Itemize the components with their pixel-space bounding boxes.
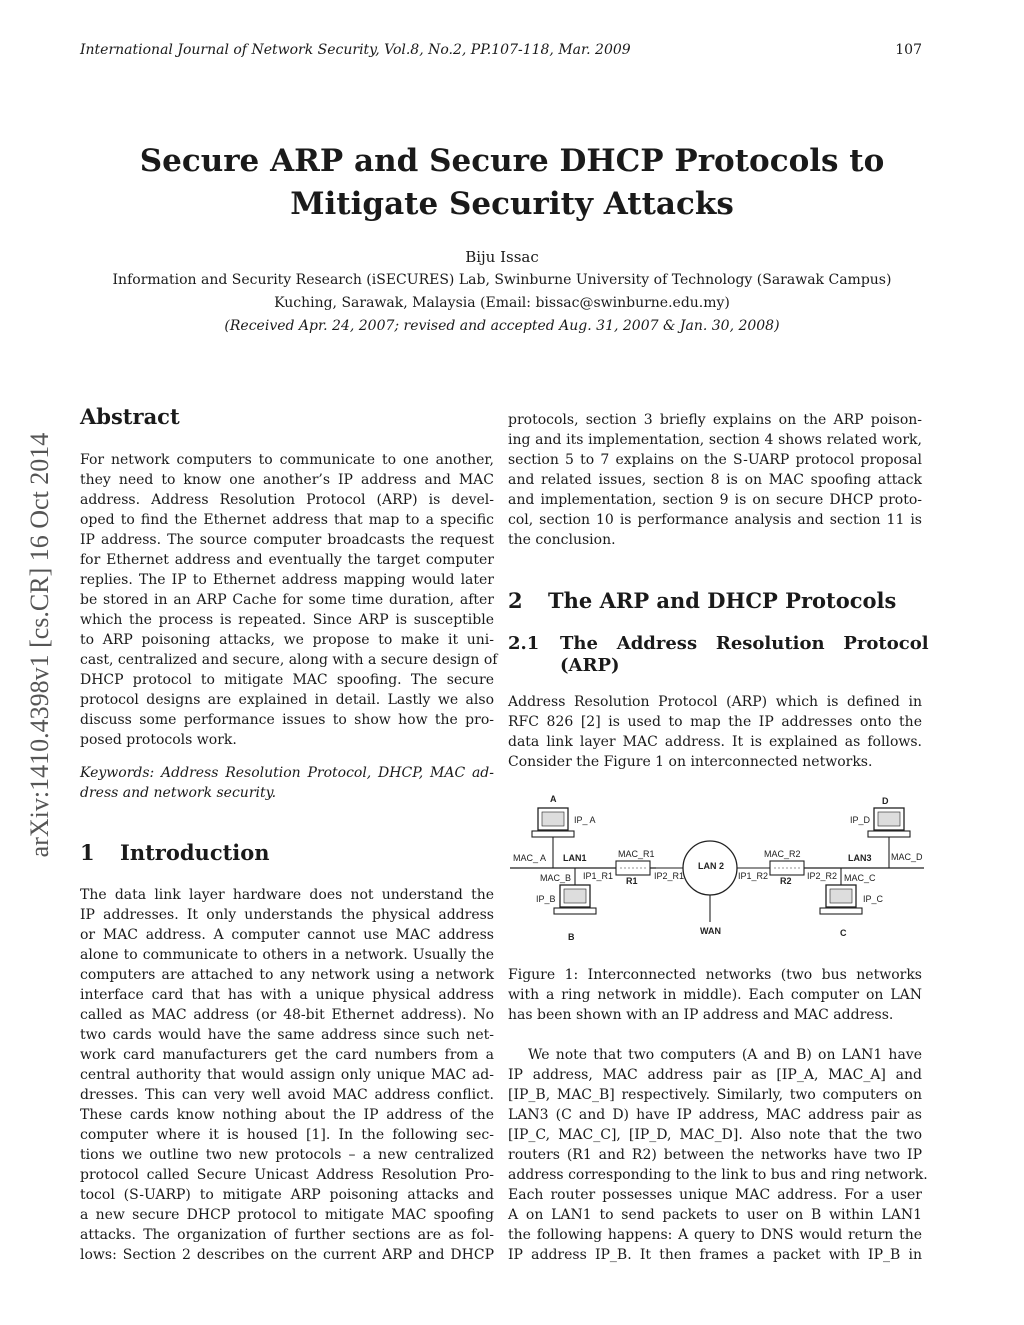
text-line: computer where it is housed [1]. In the following sec- — [80, 1127, 494, 1143]
section-2-heading — [508, 588, 896, 613]
text-line: oped to find the Ethernet address that map to a specific — [80, 512, 494, 528]
label-ip2-r1: IP2_R1 — [654, 871, 685, 881]
text-line: Address Resolution Protocol (ARP) which is defined in — [508, 694, 922, 710]
text-line: For network computers to communicate to one another, — [80, 452, 494, 468]
label-ip-c: IP_C — [863, 894, 884, 904]
paper-title — [60, 140, 964, 226]
section-title: Introduction — [120, 840, 270, 865]
text-line: protocol called Secure Unicast Address Resolution Pro- — [80, 1167, 494, 1183]
text-line: computers are attached to any network using a network — [80, 967, 494, 983]
affiliation-line-2: Kuching, Sarawak, Malaysia (Email: bissac@swinburne.edu.my) — [274, 295, 730, 311]
intro-continuation — [508, 410, 922, 550]
label-mac-a: MAC_ A — [513, 853, 547, 863]
label-ip1-r1: IP1_R1 — [583, 871, 614, 881]
text-line: IP address IP_B. It then frames a packet with IP_B in — [508, 1247, 922, 1263]
page-number: 107 — [895, 42, 922, 58]
text-line: Each router possesses unique MAC address. For a user — [508, 1187, 922, 1203]
computer-b-icon — [554, 885, 596, 914]
text-line: A on LAN1 to send packets to user on B within LAN1 — [508, 1207, 922, 1223]
figure-1-caption — [508, 965, 922, 1025]
text-line: We note that two computers (A and B) on LAN1 have — [528, 1047, 922, 1063]
received-dates: (Received Apr. 24, 2007; revised and accepted Aug. 31, 2007 & Jan. 30, 2008) — [224, 318, 780, 334]
label-mac-c: MAC_C — [844, 873, 876, 883]
text-line: the following happens: A query to DNS would return the — [508, 1227, 922, 1243]
text-line: DHCP protocol to mitigate MAC spoofing. The secure — [80, 672, 494, 688]
text-line: [IP_C, MAC_C], [IP_D, MAC_D]. Also note that the two — [508, 1127, 922, 1143]
label-lan3: LAN3 — [848, 853, 872, 863]
text-line: protocol designs are explained in detail. Lastly we also — [80, 692, 494, 708]
text-line: replies. The IP to Ethernet address mapping would later — [80, 572, 494, 588]
text-line: called as MAC address (or 48-bit Ethernet address). No — [80, 1007, 494, 1023]
text-line: lows: Section 2 describes on the current ARP and DHCP — [80, 1247, 494, 1263]
subsection-title — [560, 633, 929, 677]
text-line: The data link layer hardware does not understand the — [80, 887, 494, 903]
label-mac-r2: MAC_R2 — [764, 849, 801, 859]
label-mac-d: MAC_D — [891, 852, 923, 862]
label-r2: R2 — [780, 876, 792, 886]
text-line: IP address. The source computer broadcasts the request — [80, 532, 494, 548]
text-line: which the process is repeated. Since ARP is susceptible — [80, 612, 494, 628]
label-ip-b: IP_B — [536, 894, 556, 904]
caption-line: has been shown with an IP address and MAC address. — [508, 1007, 894, 1023]
keywords-line: dress and network security. — [80, 785, 277, 801]
label-ip2-r2: IP2_R2 — [807, 871, 838, 881]
subsection-2-1-heading — [508, 633, 929, 677]
text-line: routers (R1 and R2) between the networks have two IP — [508, 1147, 922, 1163]
text-line: IP addresses. It only understands the physical address — [80, 907, 494, 923]
label-ip-a: IP_ A — [574, 815, 596, 825]
title-line-2: Mitigate Security Attacks — [290, 186, 734, 222]
after-figure-paragraph — [508, 1045, 928, 1265]
label-lan1: LAN1 — [563, 853, 587, 863]
text-line: ing and its implementation, section 4 shows related work, — [508, 432, 922, 448]
text-line: section 5 to 7 explains on the S-UARP protocol proposal — [508, 452, 922, 468]
section-1-heading — [80, 840, 270, 865]
caption-line: Figure 1: Interconnected networks (two bus networks — [508, 967, 922, 983]
text-line: discuss some performance issues to show how the pro- — [80, 712, 494, 728]
label-c: C — [840, 928, 847, 938]
section-number: 2 — [508, 588, 523, 613]
figure-1-network-diagram — [508, 790, 928, 950]
author: Biju Issac — [465, 248, 539, 266]
text-line: address. Address Resolution Protocol (ARP) is devel- — [80, 492, 494, 508]
text-line: posed protocols work. — [80, 732, 237, 748]
text-line: and implementation, section 9 is on secure DHCP proto- — [508, 492, 922, 508]
text-line: These cards know nothing about the IP address of the — [80, 1107, 494, 1123]
text-line: for Ethernet address and eventually the target computer — [80, 552, 494, 568]
text-line: RFC 826 [2] is used to map the IP addresses onto the — [508, 714, 922, 730]
keywords — [80, 763, 494, 803]
text-line: [IP_B, MAC_B] respectively. Similarly, two computers on — [508, 1087, 922, 1103]
label-lan2: LAN 2 — [698, 861, 725, 871]
text-line: interface card that has with a unique physical address — [80, 987, 494, 1003]
abstract-body — [80, 450, 498, 750]
text-line: tions we outline two new protocols – a new centralized — [80, 1147, 494, 1163]
keywords-line: Keywords: Address Resolution Protocol, DHCP, MAC ad- — [80, 765, 494, 781]
section-title: The ARP and DHCP Protocols — [548, 588, 897, 613]
text-line: cast, centralized and secure, along with a secure design of — [80, 652, 498, 668]
label-ip1-r2: IP1_R2 — [738, 871, 769, 881]
computer-a-icon — [532, 808, 574, 837]
text-line: the conclusion. — [508, 532, 616, 548]
text-line: col, section 10 is performance analysis and section 11 is — [508, 512, 922, 528]
text-line: central authority that would assign only unique MAC ad- — [80, 1067, 494, 1083]
section-number: 1 — [80, 840, 95, 865]
label-b: B — [568, 932, 575, 942]
arp-paragraph — [508, 692, 922, 772]
subsection-title-line-1: The Address Resolution Protocol — [560, 633, 929, 654]
text-line: address corresponding to the link to bus and ring network. — [508, 1167, 928, 1183]
text-line: and related issues, section 8 is on MAC spoofing attack — [508, 472, 922, 488]
text-line: IP address, MAC address pair as [IP_A, MAC_A] and — [508, 1067, 922, 1083]
label-r1: R1 — [626, 876, 638, 886]
computer-c-icon — [820, 885, 862, 914]
text-line: work card manufacturers get the card numbers from a — [80, 1047, 494, 1063]
label-mac-b: MAC_B — [540, 873, 572, 883]
affiliation-line-1: Information and Security Research (iSECURES) Lab, Swinburne University of Technology (Sarawak Campus) — [112, 272, 892, 288]
subsection-title-line-2: (ARP) — [560, 655, 620, 676]
introduction-body — [80, 885, 494, 1265]
arxiv-stamp-text: arXiv:1410.4398v1 [cs.CR] 16 Oct 2014 — [25, 432, 54, 858]
text-line: attacks. The organization of further sections are as fol- — [80, 1227, 494, 1243]
text-line: a new secure DHCP protocol to mitigate MAC spoofing — [80, 1207, 494, 1223]
label-d: D — [882, 796, 889, 806]
abstract-heading: Abstract — [80, 404, 180, 429]
text-line: LAN3 (C and D) have IP address, MAC address pair as — [508, 1107, 922, 1123]
caption-line: with a ring network in middle). Each computer on LAN — [508, 987, 922, 1003]
title-line-1: Secure ARP and Secure DHCP Protocols to — [139, 143, 885, 179]
text-line: tocol (S-UARP) to mitigate ARP poisoning attacks and — [80, 1187, 494, 1203]
text-line: protocols, section 3 briefly explains on the ARP poison- — [508, 412, 922, 428]
running-header: International Journal of Network Security, Vol.8, No.2, PP.107-118, Mar. 2009 — [80, 42, 631, 58]
text-line: or MAC address. A computer cannot use MAC address — [80, 927, 494, 943]
label-mac-r1: MAC_R1 — [618, 849, 655, 859]
text-line: dresses. This can very well avoid MAC address conflict. — [80, 1087, 494, 1103]
subsection-number: 2.1 — [508, 633, 540, 654]
text-line: two cards would have the same address since such net- — [80, 1027, 494, 1043]
computer-d-icon — [868, 808, 910, 837]
text-line: to ARP poisoning attacks, we propose to make it uni- — [80, 632, 494, 648]
label-a: A — [550, 794, 557, 804]
text-line: be stored in an ARP Cache for some time duration, after — [80, 592, 494, 608]
label-wan: WAN — [700, 926, 721, 936]
text-line: they need to know one another’s IP address and MAC — [80, 472, 494, 488]
text-line: data link layer MAC address. It is explained as follows. — [508, 734, 922, 750]
text-line: alone to communicate to others in a network. Usually the — [80, 947, 494, 963]
text-line: Consider the Figure 1 on interconnected networks. — [508, 754, 873, 770]
label-ip-d: IP_D — [850, 815, 871, 825]
